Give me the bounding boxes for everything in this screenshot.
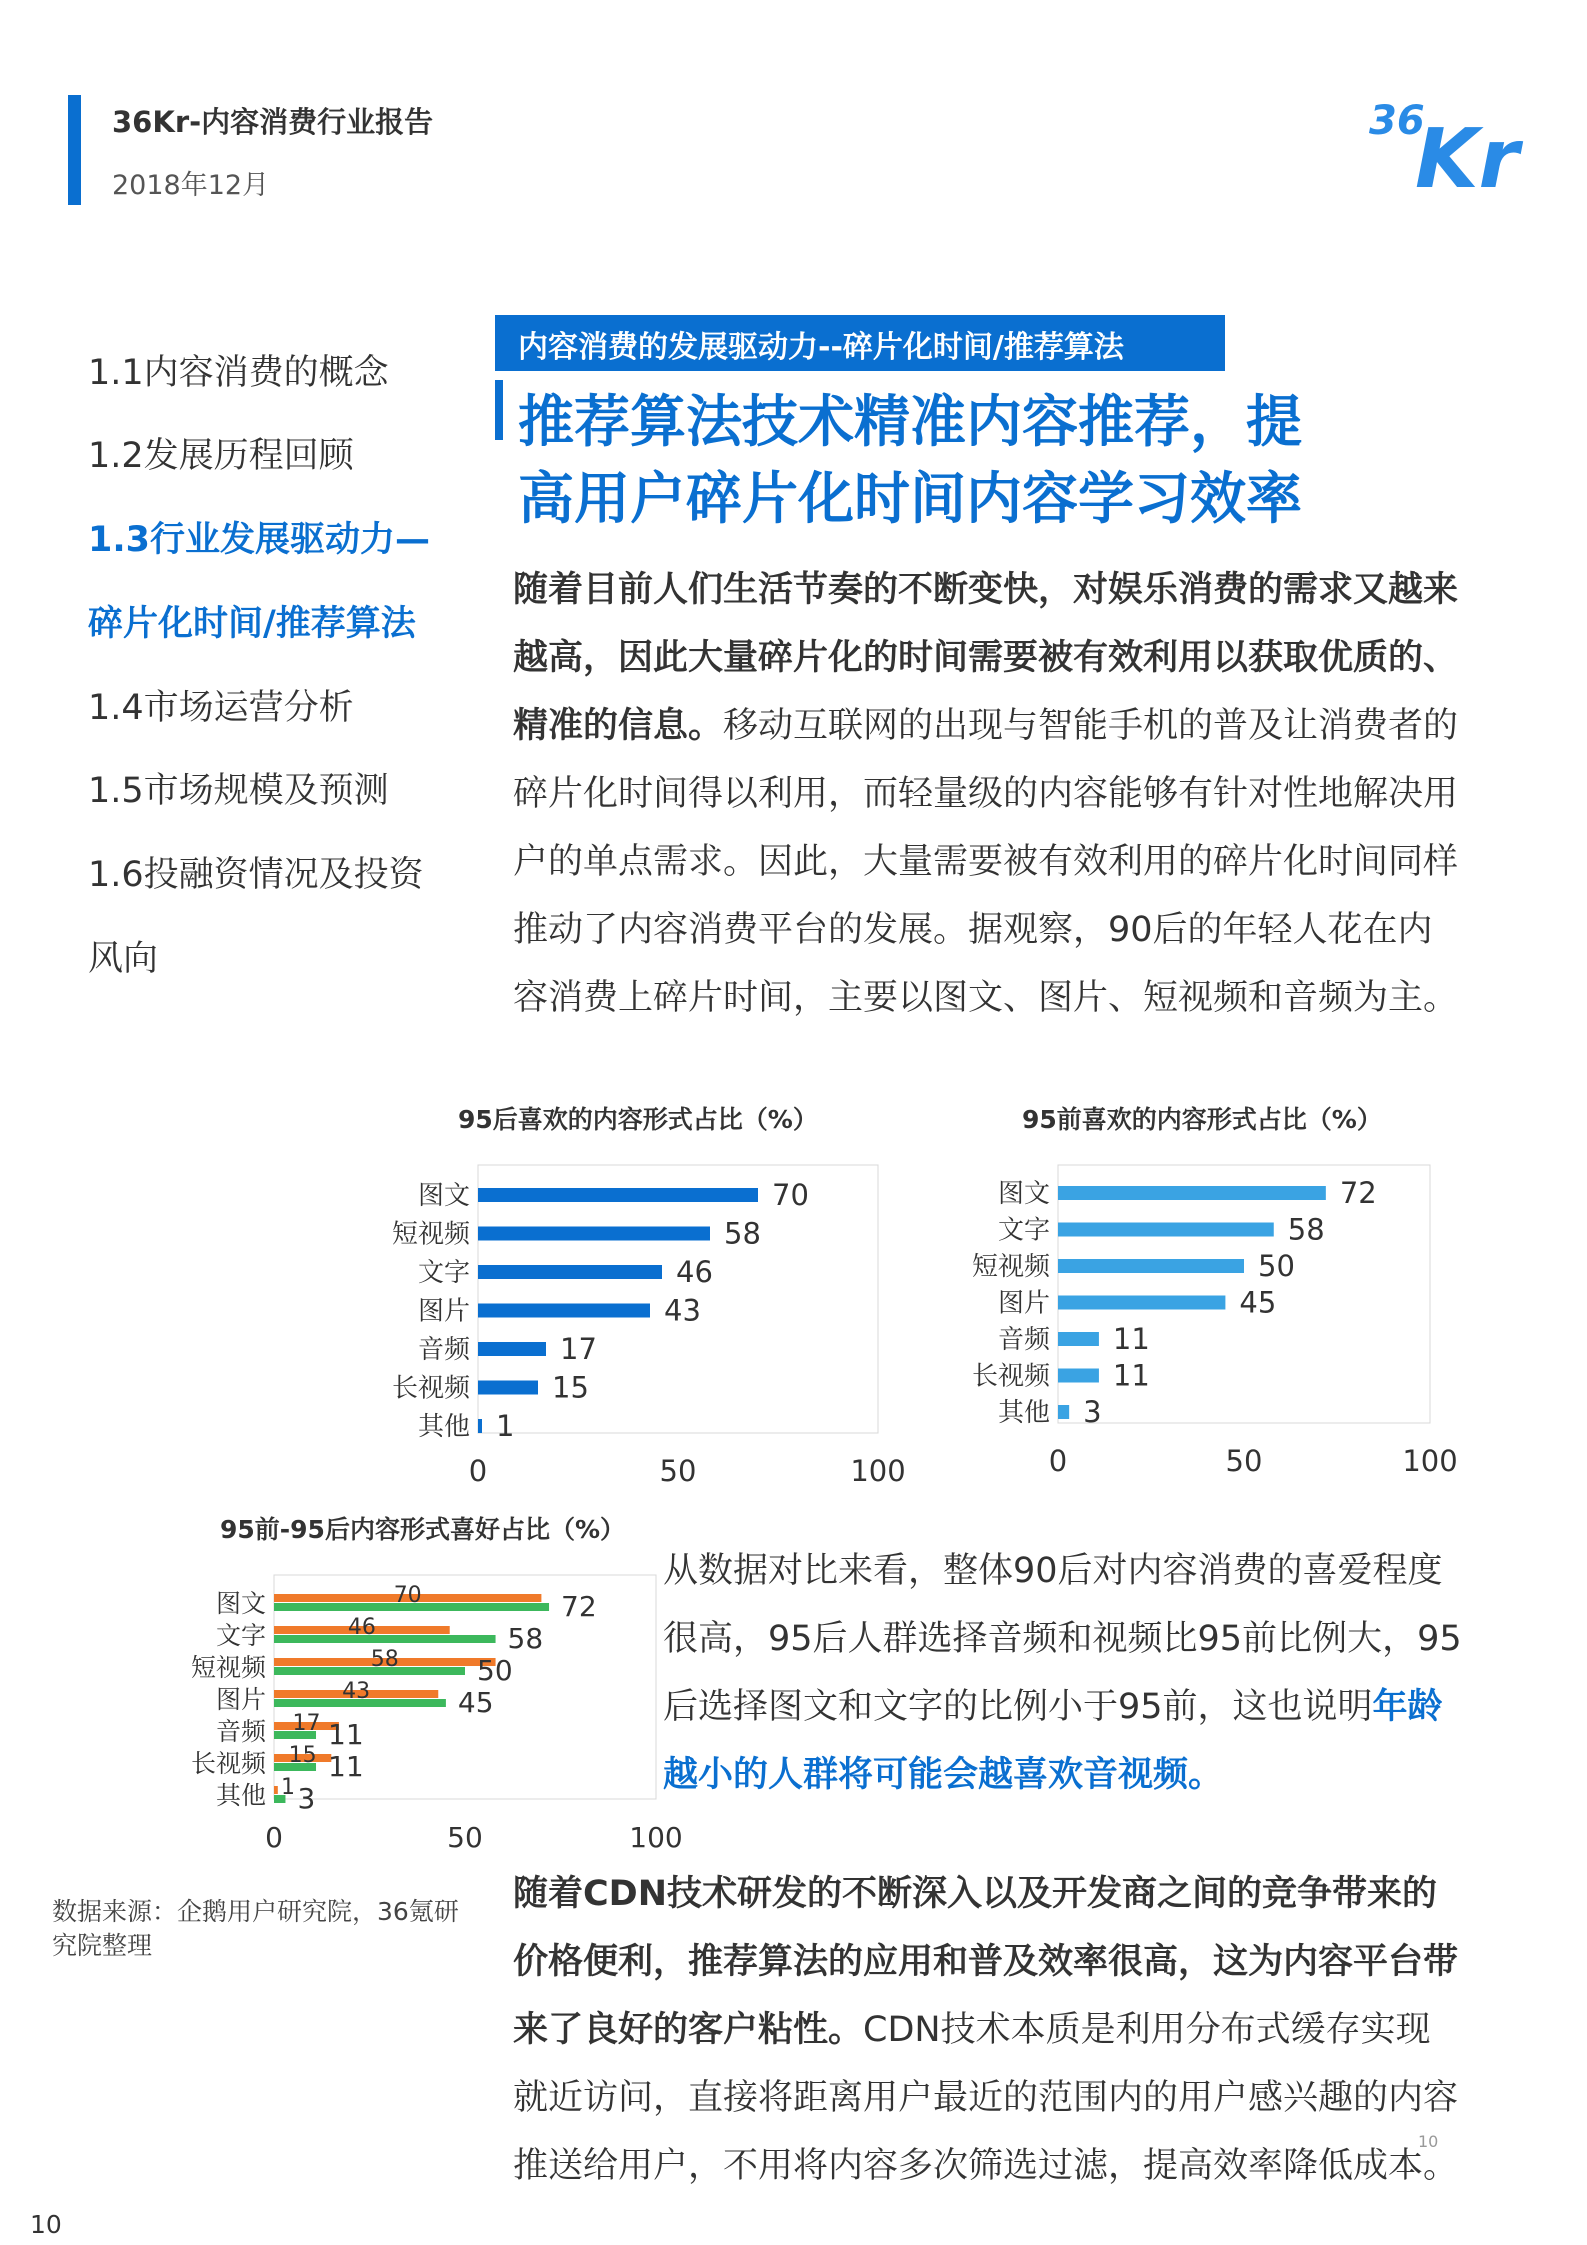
headline-line-2: 高用户碎片化时间内容学习效率 [518, 467, 1302, 532]
bar [1058, 1186, 1326, 1200]
value-label: 46 [676, 1255, 713, 1289]
bar [1058, 1405, 1069, 1419]
toc-item-1-6[interactable]: 1.6投融资情况及投资 [88, 855, 424, 895]
intro-paragraph-text: 移动互联网的出现与智能手机的普及让消费者的碎片化时间得以利用，而轻量级的内容能够有针对性地解决用户的单点需求。因此，大量需要被有效利用的碎片化时间同样推动了内容消费平台的发展。据观察，90后的年轻人花在内容消费上碎片时间，主要以图文、图片、短视频和音频为主。 [513, 706, 1459, 1018]
bar-series-2 [274, 1635, 496, 1643]
bar [1058, 1332, 1099, 1346]
chart-95before-title: 95前喜欢的内容形式占比（%） [1022, 1105, 1382, 1134]
bar [1058, 1369, 1099, 1383]
headline-accent-bar [495, 380, 503, 440]
36kr-logo [1367, 92, 1537, 207]
bar [478, 1188, 758, 1202]
bar [1058, 1259, 1244, 1273]
value-label: 50 [1258, 1249, 1295, 1283]
value-label-series-1: 17 [292, 1711, 321, 1736]
bar [478, 1304, 650, 1318]
toc-item-1-1[interactable]: 1.1内容消费的概念 [88, 353, 389, 393]
value-label-series-1: 70 [393, 1583, 422, 1608]
category-label: 文字 [417, 1258, 470, 1288]
value-label: 70 [772, 1178, 809, 1212]
category-label: 其他 [215, 1781, 266, 1810]
value-label-series-2: 3 [297, 1782, 316, 1815]
value-label: 11 [1112, 1358, 1150, 1393]
category-label: 长视频 [971, 1361, 1050, 1392]
tick-label: 100 [1402, 1444, 1458, 1478]
section-tag: 内容消费的发展驱动力--碎片化时间/推荐算法 [518, 330, 1124, 365]
chart-compare [150, 1575, 683, 1880]
bar-series-1 [274, 1786, 278, 1794]
bar-series-2 [274, 1667, 465, 1675]
report-title: 36Kr-内容消费行业报告 [112, 105, 434, 139]
value-label-series-1: 15 [288, 1743, 317, 1768]
category-label: 音频 [215, 1717, 266, 1746]
bar [478, 1342, 546, 1356]
category-label: 长视频 [391, 1373, 470, 1404]
svg-text:36: 36 [1369, 98, 1425, 144]
category-label: 文字 [997, 1215, 1050, 1246]
category-label: 短视频 [190, 1653, 266, 1682]
toc-item-1-6-cont[interactable]: 风向 [88, 939, 159, 979]
intro-paragraph [513, 556, 1465, 1032]
bar [1058, 1223, 1274, 1237]
cdn-paragraph-text: CDN技术本质是利用分布式缓存实现就近访问，直接将距离用户最近的范围内的用户感兴趣的内容推送给用户，不用将内容多次筛选过滤，提高效率降低成本。 [513, 2010, 1459, 2186]
page-number: 10 [30, 2210, 62, 2239]
tick-label: 100 [850, 1454, 906, 1488]
category-label: 其他 [997, 1398, 1050, 1428]
toc-item-1-3[interactable]: 1.3行业发展驱动力— [88, 520, 431, 560]
value-label: 45 [1239, 1285, 1277, 1320]
category-label: 图文 [997, 1179, 1050, 1209]
header-accent-bar [68, 95, 81, 205]
page-number-small: 10 [1418, 2132, 1439, 2151]
cdn-paragraph [513, 1860, 1465, 2200]
value-label-series-2: 50 [477, 1654, 513, 1687]
category-label: 图片 [215, 1685, 266, 1714]
value-label-series-2: 58 [507, 1622, 544, 1655]
bar [478, 1419, 482, 1433]
comparison-paragraph [663, 1537, 1471, 1809]
value-label-series-2: 72 [561, 1590, 597, 1623]
category-label: 其他 [417, 1412, 470, 1442]
comparison-paragraph-highlight: 年龄越小的人群将可能会越喜欢音视频。 [663, 1687, 1443, 1795]
bar [1058, 1296, 1225, 1310]
value-label-series-1: 1 [281, 1775, 295, 1800]
value-label: 58 [724, 1216, 761, 1251]
chart-compare-title: 95前-95后内容形式喜好占比（%） [220, 1515, 626, 1544]
category-label: 短视频 [391, 1219, 470, 1250]
intro-paragraph-bold: 随着目前人们生活节奏的不断变快，对娱乐消费的需求又越来越高，因此大量碎片化的时间需要被有效利用以获取优质的、精准的信息。 [513, 570, 1459, 746]
value-label: 15 [552, 1370, 589, 1405]
category-label: 图片 [997, 1288, 1050, 1319]
comparison-paragraph-text: 从数据对比来看，整体90后对内容消费的喜爱程度很高，95后人群选择音频和视频比95前比例大，95后选择图文和文字的比例小于95前，这也说明 [663, 1551, 1462, 1727]
chart-95before [940, 1165, 1480, 1500]
value-label-series-1: 43 [342, 1679, 371, 1704]
value-label: 72 [1339, 1176, 1377, 1210]
toc-item-1-5[interactable]: 1.5市场规模及预测 [88, 771, 389, 811]
category-label: 图片 [417, 1296, 470, 1327]
value-label-series-2: 11 [328, 1718, 364, 1751]
value-label-series-2: 11 [328, 1750, 364, 1783]
bar [478, 1381, 538, 1395]
category-label: 图文 [215, 1589, 266, 1618]
value-label: 58 [1287, 1212, 1325, 1247]
value-label: 17 [560, 1332, 597, 1366]
bar [478, 1227, 710, 1241]
tick-label: 0 [1048, 1444, 1068, 1478]
toc-item-1-2[interactable]: 1.2发展历程回顾 [88, 436, 354, 476]
value-label-series-2: 45 [457, 1686, 494, 1719]
value-label: 1 [496, 1409, 515, 1443]
tick-label: 50 [447, 1821, 483, 1854]
value-label: 43 [664, 1293, 701, 1328]
category-label: 图文 [417, 1181, 470, 1211]
value-label: 3 [1083, 1395, 1102, 1429]
value-label-series-1: 46 [347, 1615, 376, 1640]
data-source: 数据来源：企鹅用户研究院，36氪研究院整理 [52, 1897, 459, 1960]
category-label: 音频 [417, 1335, 470, 1365]
svg-text:Kr: Kr [1415, 112, 1519, 207]
category-label: 短视频 [971, 1252, 1050, 1282]
value-label-series-1: 58 [370, 1647, 399, 1672]
tick-label: 0 [265, 1821, 283, 1854]
tick-label: 100 [629, 1821, 683, 1854]
report-date: 2018年12月 [112, 170, 270, 201]
cdn-paragraph-bold: 随着CDN技术研发的不断深入以及开发商之间的竞争带来的价格便利，推荐算法的应用和普及效率很高，这为内容平台带来了良好的客户粘性。 [513, 1874, 1459, 2050]
category-label: 音频 [997, 1325, 1050, 1355]
category-label: 长视频 [190, 1749, 266, 1778]
headline-line-1: 推荐算法技术精准内容推荐，提 [518, 390, 1302, 455]
chart-95after [360, 1165, 920, 1510]
tick-label: 0 [468, 1454, 488, 1488]
bar [478, 1265, 662, 1279]
tick-label: 50 [1225, 1444, 1263, 1478]
toc-item-1-3-cont[interactable]: 碎片化时间/推荐算法 [88, 604, 416, 644]
toc-item-1-4[interactable]: 1.4市场运营分析 [88, 688, 354, 728]
value-label: 11 [1112, 1322, 1150, 1356]
category-label: 文字 [215, 1621, 266, 1650]
tick-label: 50 [659, 1454, 697, 1488]
chart-95after-title: 95后喜欢的内容形式占比（%） [458, 1105, 818, 1134]
